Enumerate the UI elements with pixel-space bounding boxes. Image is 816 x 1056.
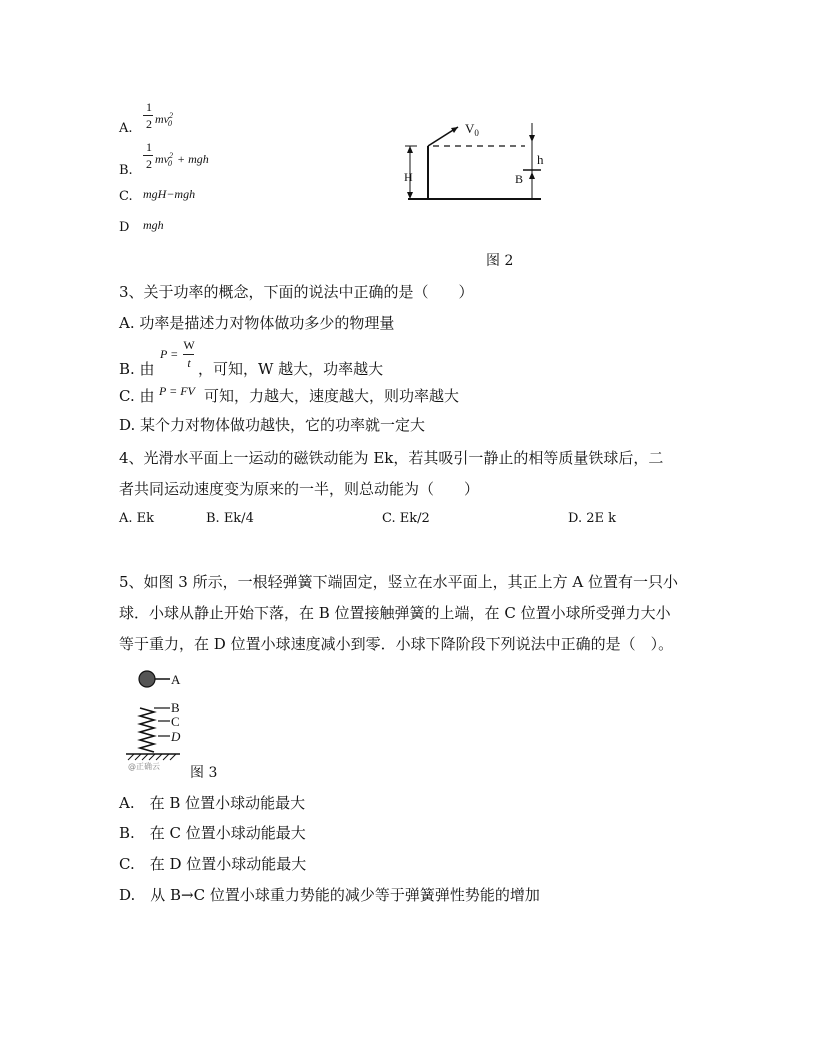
q3-c-formula: P = FV bbox=[159, 384, 195, 398]
fig2-B-label: B bbox=[515, 172, 524, 186]
q2-a-frac-bar bbox=[143, 115, 153, 116]
q3-option-b-suffix: ，可知，W 越大，功率越大 bbox=[198, 360, 384, 378]
fig2-h-label: h bbox=[537, 152, 544, 167]
fig3-label-a: A bbox=[171, 672, 181, 687]
q2-a-frac-den: 2 bbox=[146, 117, 152, 131]
fig2-H-label: H bbox=[404, 170, 413, 184]
q4-option-a: A. Ek bbox=[119, 511, 155, 526]
q3-b-formula-num: W bbox=[183, 338, 195, 352]
fig3-spring bbox=[140, 708, 154, 752]
q2-option-b-label: B. bbox=[119, 163, 133, 178]
q2-option-c-label: C. bbox=[119, 189, 133, 204]
q3-option-a: A. 功率是描述力对物体做功多少的物理量 bbox=[119, 314, 395, 332]
q3-option-d: D. 某个力对物体做功越快，它的功率就一定大 bbox=[119, 416, 426, 434]
q3-b-formula-den: t bbox=[187, 356, 191, 370]
fig2-h-arrow-bottom bbox=[529, 172, 535, 179]
q4-option-b: B. Ek/4 bbox=[206, 511, 254, 526]
q5-stem-line-2: 球．小球从静止开始下落，在 B 位置接触弹簧的上端，在 C 位置小球所受弹力大小 bbox=[119, 604, 671, 622]
q3-option-c-suffix: 可知，力越大，速度越大，则功率越大 bbox=[204, 387, 460, 405]
fig3-label-b: B bbox=[171, 700, 180, 715]
q2-a-frac-num: 1 bbox=[146, 100, 152, 114]
q4-option-d: D. 2E k bbox=[568, 511, 616, 526]
fig2-v-label: $V_0$ bbox=[465, 121, 479, 138]
q3-b-formula-lhs: P = bbox=[160, 347, 179, 361]
q2-b-frac-bar bbox=[143, 155, 153, 156]
q2-option-d-formula: mgh bbox=[143, 218, 164, 232]
q3-stem: 3、关于功率的概念，下面的说法中正确的是（ ） bbox=[119, 283, 474, 301]
fig3-label-c: C bbox=[171, 714, 180, 729]
figure-3-diagram bbox=[118, 664, 198, 774]
fig2-h-arrow-top bbox=[529, 135, 535, 142]
q2-option-d-label: D bbox=[119, 220, 130, 235]
fig3-watermark: @正确云 bbox=[128, 762, 160, 771]
q2-option-c-formula: mgH−mgh bbox=[143, 187, 196, 201]
q5-option-c: C. 在 D 位置小球动能最大 bbox=[119, 855, 307, 873]
q4-stem-line-1: 4、光滑水平面上一运动的磁铁动能为 Ek，若其吸引一静止的相等质量铁球后，二 bbox=[119, 449, 664, 467]
figure-3-caption: 图 3 bbox=[190, 765, 218, 781]
q5-option-a: A. 在 B 位置小球动能最大 bbox=[119, 794, 306, 812]
figure-2-diagram bbox=[395, 115, 555, 210]
q2-option-b-formula: $mv^2_0$ + mgh bbox=[155, 151, 209, 168]
q4-option-c: C. Ek/2 bbox=[382, 511, 430, 526]
q3-b-fraction-bar bbox=[183, 354, 194, 355]
q2-option-a-formula: $mv^2_0$ bbox=[155, 111, 173, 128]
q5-option-b: B. 在 C 位置小球动能最大 bbox=[119, 824, 306, 842]
q4-stem-line-2: 者共同运动速度变为原来的一半，则总动能为（ ） bbox=[119, 480, 480, 498]
q2-b-frac-num: 1 bbox=[146, 140, 152, 154]
fig3-ground-hatching bbox=[128, 754, 176, 760]
q3-option-b-prefix: B. 由 bbox=[119, 360, 155, 378]
q5-stem-line-1: 5、如图 3 所示，一根轻弹簧下端固定，竖立在水平面上，其正上方 A 位置有一只小 bbox=[119, 573, 678, 591]
fig3-label-d: D bbox=[171, 729, 181, 744]
q5-option-d: D. 从 B→C 位置小球重力势能的减少等于弹簧弹性势能的增加 bbox=[119, 886, 540, 904]
figure-2-caption: 图 2 bbox=[486, 253, 514, 269]
fig2-H-arrow-top bbox=[407, 146, 413, 153]
fig3-ball bbox=[139, 671, 155, 687]
q3-option-c-prefix: C. 由 bbox=[119, 387, 155, 405]
q5-stem-line-3: 等于重力，在 D 位置小球速度减小到零．小球下降阶段下列说法中正确的是（ ）。 bbox=[119, 635, 674, 653]
q2-b-frac-den: 2 bbox=[146, 157, 152, 171]
q2-option-a-label: A. bbox=[119, 121, 133, 136]
fig2-H-arrow-bottom bbox=[407, 192, 413, 199]
